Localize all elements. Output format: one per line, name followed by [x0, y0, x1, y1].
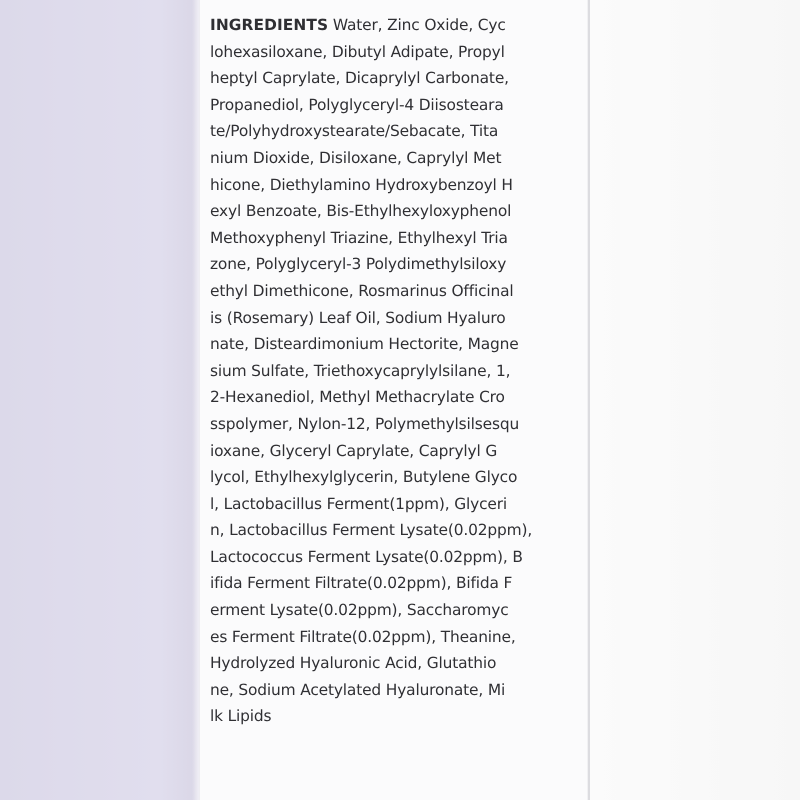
ingredients-line-9: Methoxyphenyl Triazine, Ethylhexyl Tria [210, 228, 508, 247]
right-side-panel [590, 0, 800, 800]
ingredients-line-21: Lactococcus Ferment Lysate(0.02ppm), B [210, 547, 523, 566]
ingredients-line-4: Propanediol, Polyglyceryl-4 Diisosteara [210, 95, 504, 114]
ingredients-line-3: heptyl Caprylate, Dicaprylyl Carbonate, [210, 69, 509, 88]
ingredients-line-17: ioxane, Glyceryl Caprylate, Caprylyl G [210, 441, 498, 460]
ingredients-line-2: lohexasiloxane, Dibutyl Adipate, Propyl [210, 42, 505, 61]
ingredients-line-16: sspolymer, Nylon-12, Polymethylsilsesqu [210, 414, 520, 433]
ingredients-line-18: lycol, Ethylhexylglycerin, Butylene Glyco [210, 468, 518, 487]
ingredients-heading: INGREDIENTS [210, 16, 329, 34]
lavender-side-panel [0, 0, 200, 800]
ingredients-line-8: exyl Benzoate, Bis-Ethylhexyloxyphenol [210, 202, 512, 221]
ingredients-line-14: sium Sulfate, Triethoxycaprylylsilane, 1, [210, 361, 511, 380]
ingredients-line-27: lk Lipids [210, 707, 272, 726]
ingredients-line-22: ifida Ferment Filtrate(0.02ppm), Bifida F [210, 574, 513, 593]
ingredients-line-24: es Ferment Filtrate(0.02ppm), Theanine, [210, 627, 516, 646]
ingredients-line-1-text: Water, Zinc Oxide, Cyc [328, 16, 506, 34]
ingredients-line-20: n, Lactobacillus Ferment Lysate(0.02ppm), [210, 521, 533, 540]
ingredients-line-26: ne, Sodium Acetylated Hyaluronate, Mi [210, 680, 506, 699]
ingredients-line-15: 2-Hexanediol, Methyl Methacrylate Cro [210, 388, 505, 407]
ingredients-line-13: nate, Disteardimonium Hectorite, Magne [210, 335, 519, 354]
ingredients-line-7: hicone, Diethylamino Hydroxybenzoyl H [210, 175, 513, 194]
ingredients-line-5: te/Polyhydroxystearate/Sebacate, Tita [210, 122, 499, 141]
ingredients-line-11: ethyl Dimethicone, Rosmarinus Officinal [210, 281, 514, 300]
ingredients-text [210, 12, 590, 730]
ingredients-line-12: is (Rosemary) Leaf Oil, Sodium Hyaluro [210, 308, 506, 327]
ingredients-line-6: nium Dioxide, Disiloxane, Caprylyl Met [210, 148, 502, 167]
ingredients-line-1 [210, 12, 590, 39]
ingredients-line-25: Hydrolyzed Hyaluronic Acid, Glutathio [210, 654, 497, 673]
ingredients-line-23: erment Lysate(0.02ppm), Saccharomyc [210, 601, 509, 620]
ingredients-line-19: l, Lactobacillus Ferment(1ppm), Glyceri [210, 494, 508, 513]
ingredients-line-10: zone, Polyglyceryl-3 Polydimethylsiloxy [210, 255, 507, 274]
